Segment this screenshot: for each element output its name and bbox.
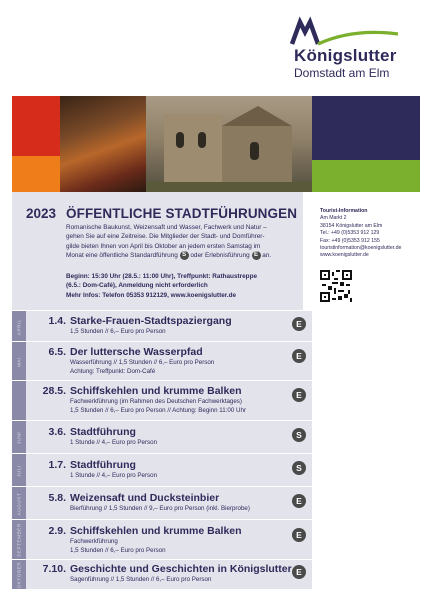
cathedral-logo-icon xyxy=(278,14,420,48)
intro-line-text: an. xyxy=(262,252,272,260)
tour-title: Der luttersche Wasserpfad xyxy=(70,346,203,358)
intro-line: gehen Sie auf eine Zeitreise. Die Mitglieder der Stadt- und Domführer- xyxy=(66,233,265,241)
tour-date: 3.6. xyxy=(48,426,66,438)
intro-line: gilde bieten Ihnen von April bis Oktober an jedem ersten Samstag im xyxy=(66,242,261,250)
intro-line-text: Monat eine öffentliche Standardführung xyxy=(66,252,178,260)
month-label-text: MAI xyxy=(16,356,22,367)
tour-details: 1 Stunde // 4,– Euro pro Person xyxy=(70,472,158,479)
meeting-line: Beginn: 15:30 Uhr (28.5.: 11:00 Uhr), Treffpunkt: Rathaustreppe xyxy=(66,273,258,280)
banner-photo-beer xyxy=(60,96,146,192)
tourist-info-city: 38154 Königslutter am Elm xyxy=(320,222,383,229)
tour-date: 28.5. xyxy=(42,385,66,397)
tour-title: Starke-Frauen-Stadtspaziergang xyxy=(70,315,232,327)
tour-date: 1.7. xyxy=(48,459,66,471)
month-label-text: OKTOBER xyxy=(16,561,22,588)
tour-title: Schiffskehlen und krumme Balken xyxy=(70,385,242,397)
list-item xyxy=(12,519,312,560)
tour-title: Geschichte und Geschichten in Königslutter xyxy=(70,563,292,575)
tour-type-badge-icon: E xyxy=(292,565,306,579)
banner-red-block xyxy=(12,96,60,156)
month-label-text: JULI xyxy=(16,464,22,477)
tour-list xyxy=(12,310,312,588)
banner-photo-dome xyxy=(146,96,312,192)
month-label-text: SEPTEMBER xyxy=(16,523,22,557)
month-label xyxy=(12,421,26,454)
tourist-info-heading: Tourist-Information xyxy=(320,208,368,214)
month-label xyxy=(12,342,26,381)
list-item xyxy=(12,310,312,342)
logo-title: Königslutter xyxy=(294,46,397,65)
meeting-line: Mehr Infos: Telefon 05353 912129, www.koenigslutter.de xyxy=(66,291,237,299)
standard-tour-badge-icon: S xyxy=(180,251,189,260)
month-label xyxy=(12,381,26,421)
tour-type-badge-icon: S xyxy=(292,428,306,442)
tourist-info-email: touristinformation@koenigslutter.de xyxy=(320,245,402,252)
list-item xyxy=(12,453,312,487)
tour-date: 1.4. xyxy=(48,315,66,327)
tour-date: 7.10. xyxy=(42,563,66,575)
banner-green-block xyxy=(312,160,420,192)
tour-title: Weizensaft und Ducksteinbier xyxy=(70,492,220,504)
tour-date: 6.5. xyxy=(48,346,66,358)
tour-type-badge-icon: E xyxy=(292,349,306,363)
intro-text xyxy=(66,223,302,261)
tourist-info-website: www.koenigslutter.de xyxy=(320,252,369,259)
tour-details: 1,5 Stunden // 6,– Euro pro Person xyxy=(70,547,166,554)
month-label-text: APRIL xyxy=(16,318,22,335)
list-item xyxy=(12,486,312,520)
tour-type-badge-icon: E xyxy=(292,317,306,331)
intro-line: Romanische Baukunst, Weizensaft und Wasser, Fachwerk und Natur – xyxy=(66,224,267,231)
meeting-line: (6.5.: Dom-Café), Anmeldung nicht erforderlich xyxy=(66,282,208,290)
tour-details: 1,5 Stunden // 6,– Euro pro Person xyxy=(70,328,166,335)
list-item xyxy=(12,380,312,421)
experience-tour-badge-icon: E xyxy=(252,251,261,260)
header-banner xyxy=(12,96,420,192)
tour-date: 2.9. xyxy=(48,525,66,537)
tourist-info-phone: Tel.: +49 (0)5353 912 129 xyxy=(320,230,380,237)
banner-navy-block xyxy=(312,96,420,160)
banner-orange-block xyxy=(12,156,60,192)
list-item xyxy=(12,420,312,454)
tour-type-badge-icon: S xyxy=(292,461,306,475)
tour-type-badge-icon: E xyxy=(292,388,306,402)
tour-title: Stadtführung xyxy=(70,426,136,438)
cathedral-illustration xyxy=(146,96,312,192)
intro-line-text: oder Erlebnisführung xyxy=(190,252,250,260)
tour-type-badge-icon: E xyxy=(292,494,306,508)
month-label-text: JUNI xyxy=(16,431,22,444)
tour-details: Sagenführung // 1,5 Stunden // 6,– Euro pro Person xyxy=(70,576,212,583)
list-item xyxy=(12,559,312,589)
month-label xyxy=(12,311,26,342)
tour-type-badge-icon: E xyxy=(292,528,306,542)
tour-details: 1,5 Stunden // 6,– Euro pro Person // Achtung: Beginn 11:00 Uhr xyxy=(70,407,247,414)
tour-details: Achtung: Treffpunkt: Dom-Café xyxy=(70,368,156,375)
month-label-text: AUGUST xyxy=(16,492,22,515)
month-label xyxy=(12,560,26,589)
tourist-info xyxy=(320,208,424,260)
tour-details: 1 Stunde // 4,– Euro pro Person xyxy=(70,439,158,446)
month-label xyxy=(12,487,26,520)
tour-details: Fachwerkführung (im Rahmen des Deutschen Fachwerktages) xyxy=(70,398,242,405)
intro-line xyxy=(66,251,302,261)
tour-title: Stadtführung xyxy=(70,459,136,471)
logo xyxy=(278,14,420,86)
tour-details: Wasserführung // 1,5 Stunden // 6,– Euro pro Person xyxy=(70,359,215,366)
tour-details: Fachwerkführung xyxy=(70,538,118,545)
meeting-info xyxy=(66,272,302,300)
logo-tagline: Domstadt am Elm xyxy=(294,66,390,80)
tour-details: Bierführung // 1,5 Stunden // 9,– Euro pro Person (inkl. Bierprobe) xyxy=(70,505,250,512)
month-label xyxy=(12,454,26,487)
tourist-info-fax: Fax: +49 (0)5353 912 155 xyxy=(320,237,380,244)
page-title: ÖFFENTLICHE STADTFÜHRUNGEN xyxy=(66,206,298,221)
header-year: 2023 xyxy=(26,206,57,221)
tour-date: 5.8. xyxy=(48,492,66,504)
tour-title: Schiffskehlen und krumme Balken xyxy=(70,525,242,537)
month-label xyxy=(12,520,26,560)
tourist-info-address: Am Markt 2 xyxy=(320,215,347,222)
qr-code-icon xyxy=(320,270,352,302)
list-item xyxy=(12,341,312,381)
